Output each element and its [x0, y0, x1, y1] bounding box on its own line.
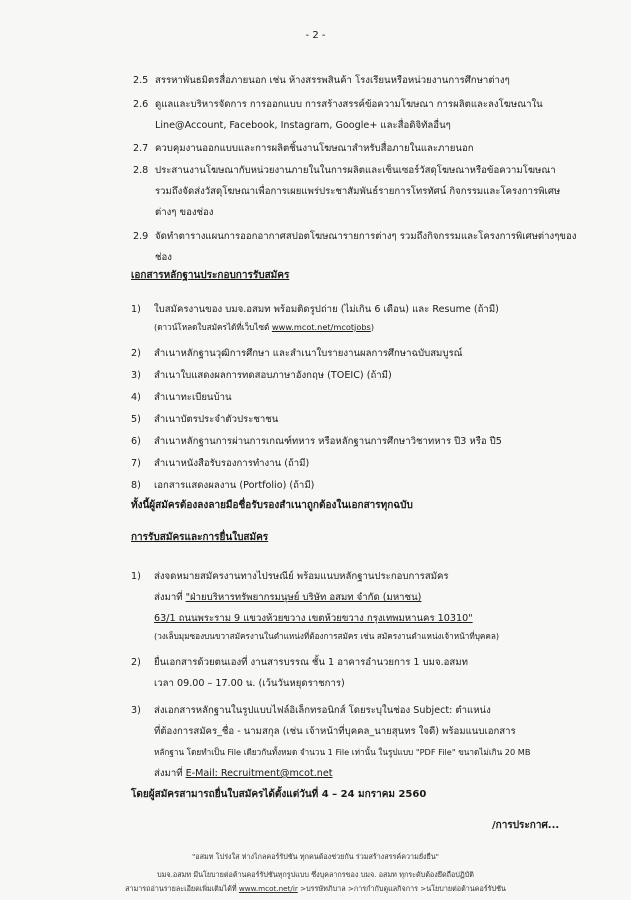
docs-certify-note: ทั้งนี้ผู้สมัครต้องลงลายมือชื่อรับรองสำเนาถูกต้องในเอกสารทุกฉบับ [131, 500, 413, 511]
footer-slogan: "อสมท โปร่งใส ห่างไกลคอร์รัปชัน ทุกคนต้องช่วยกัน ร่วมสร้างสรรค์ความยั่งยืน" [192, 852, 439, 861]
footer-more-prefix: สามารถอ่านรายละเอียดเพิ่มเติมได้ที่ [125, 884, 239, 893]
send-to-label: ส่งมาที่ [154, 592, 186, 603]
doc-text: สำเนาบัตรประจำตัวประชาชน [154, 414, 279, 425]
apply-line [154, 763, 586, 784]
apply-line: ที่ต้องการสมัคร_ชื่อ - นามสกุล (เช่น เจ้าหน้าที่บุคคล_นายสุนทร ใจดี) พร้อมแนบเอกสาร [154, 726, 516, 737]
page-number: - 2 - [305, 30, 326, 41]
doc-item [131, 453, 586, 474]
doc-number: 6) [131, 436, 141, 447]
apply-number: 2) [131, 657, 141, 668]
doc-item [131, 387, 586, 408]
doc-text: สำเนาหนังสือรับรองการทำงาน (ถ้ามี) [154, 458, 310, 469]
apply-heading: การรับสมัครและการยื่นใบสมัคร [131, 532, 269, 543]
doc-item [131, 475, 586, 496]
doc-number: 8) [131, 480, 141, 491]
doc-item [131, 343, 586, 364]
doc-note-prefix: (ดาวน์โหลดใบสมัครได้ที่เว็บไซต์ [154, 322, 272, 332]
duty-line: สรรหาพันธมิตรสื่อภายนอก เช่น ห้างสรรพสินค้า โรงเรียนหรือหน่วยงานการศึกษาต่างๆ [155, 75, 510, 86]
continued-marker: /การประกาศ... [492, 820, 560, 831]
doc-note [154, 320, 586, 334]
apply-number: 1) [131, 571, 141, 582]
apply-line: ยื่นเอกสารด้วยตนเองที่ งานสารบรรณ ชั้น 1 อาคารอำนวยการ 1 บมจ.อสมท [154, 657, 468, 668]
send-to-label: ส่งมาที่ [154, 768, 186, 779]
duty-line: จัดทำตารางแผนการออกอากาศสปอตโฆษณารายการต่างๆ รวมถึงกิจกรรมและโครงการพิเศษต่างๆของช่อง [155, 231, 577, 263]
duty-item [133, 226, 583, 268]
duty-number: 2.7 [133, 143, 149, 154]
apply-date-note: โดยผู้สมัครสามารถยื่นใบสมัครได้ตั้งแต่วันที่ 4 – 24 มกราคม 2560 [131, 789, 427, 800]
doc-item [131, 365, 586, 386]
apply-line: หลักฐาน โดยทำเป็น File เดียวกันทั้งหมด จำนวน 1 File เท่านั้น ในรูปแบบ "PDF File" ขนาดไม่เกิน 20 MB [154, 747, 531, 757]
apply-line: ส่งเอกสารหลักฐานในรูปแบบไฟล์อิเล็กทรอนิกส์ โดยระบุในช่อง Subject: ตำแหน่ง [154, 705, 491, 716]
duty-line: ดูแลและบริหารจัดการ การออกแบบ การสร้างสรรค์ข้อความโฆษณา การผลิตและลงโฆษณาใน [155, 99, 543, 110]
apply-line: ส่งจดหมายสมัครงานทางไปรษณีย์ พร้อมแนบหลักฐานประกอบการสมัคร [154, 571, 449, 582]
apply-item-mail [131, 566, 586, 643]
doc-text: สำเนาทะเบียนบ้าน [154, 392, 232, 403]
footer-more [0, 884, 631, 895]
duty-item [133, 160, 583, 223]
doc-number: 5) [131, 414, 141, 425]
doc-note-suffix: ) [370, 322, 375, 332]
docs-heading: เอกสารหลักฐานประกอบการรับสมัคร [131, 270, 290, 281]
duty-line: Line@Account, Facebook, Instagram, Google+ และสื่อดิจิทัลอื่นๆ [155, 120, 451, 131]
duty-item [133, 138, 583, 159]
apply-item-walkin [131, 652, 586, 694]
duty-number: 2.6 [133, 99, 149, 110]
apply-item-email [131, 700, 586, 784]
footer-policy: บมจ.อสมท มีนโยบายต่อต้านคอร์รัปชันทุกรูปแบบ ซึ่งบุคลากรของ บมจ. อสมท ทุกระดับต้องยึดถือปฏิบัติ [157, 870, 474, 879]
doc-text: เอกสารแสดงผลงาน (Portfolio) (ถ้ามี) [154, 480, 315, 491]
doc-text: สำเนาหลักฐานการผ่านการเกณฑ์ทหาร หรือหลักฐานการศึกษาวิชาทหาร ปี3 หรือ ปี5 [154, 436, 502, 447]
doc-item [131, 409, 586, 430]
doc-number: 4) [131, 392, 141, 403]
footer-more-suffix: >บรรษัทภิบาล >การกำกับดูแลกิจการ >นโยบายต่อต้านคอร์รัปชัน [297, 884, 506, 893]
apply-line: เวลา 09.00 – 17.00 น. (เว้นวันหยุดราชการ) [154, 678, 345, 689]
duty-number: 2.5 [133, 75, 149, 86]
mcotjobs-link[interactable]: www.mcot.net/mcotjobs [271, 322, 371, 332]
doc-number: 2) [131, 348, 141, 359]
ir-link[interactable]: www.mcot.net/ir [238, 884, 298, 893]
hr-address-line: "ฝ่ายบริหารทรัพยากรมนุษย์ บริษัท อสมท จำกัด (มหาชน) [185, 592, 422, 603]
doc-number: 7) [131, 458, 141, 469]
doc-text: สำเนาใบแสดงผลการทดสอบภาษาอังกฤษ (TOEIC) (ถ้ามี) [154, 370, 392, 381]
hr-address-street: 63/1 ถนนพระราม 9 แขวงห้วยขวาง เขตห้วยขวาง กรุงเทพมหานคร 10310" [154, 613, 473, 624]
doc-text: ใบสมัครงานของ บมจ.อสมท พร้อมติดรูปถ่าย (ไม่เกิน 6 เดือน) และ Resume (ถ้ามี) [154, 304, 499, 315]
duty-line: ควบคุมงานออกแบบและการผลิตชิ้นงานโฆษณาสำหรับสื่อภายในและภายนอก [155, 143, 474, 154]
duty-line: รวมถึงจัดส่งวัสดุโฆษณาเพื่อการเผยแพร่ประชาสัมพันธ์รายการโทรทัศน์ กิจกรรมและโครงการพิเศษ [155, 186, 561, 197]
apply-line [154, 587, 586, 608]
recruitment-email-link[interactable]: E-Mail: Recruitment@mcot.net [185, 768, 333, 779]
doc-item [131, 299, 586, 334]
doc-item [131, 431, 586, 452]
duty-item [133, 94, 583, 136]
apply-number: 3) [131, 705, 141, 716]
envelope-note: (วงเล็บมุมซองบนขวาสมัครงานในตำแหน่งที่ต้องการสมัคร เช่น สมัครงานตำแหน่งเจ้าหน้าที่บุคคล) [154, 631, 500, 641]
doc-number: 3) [131, 370, 141, 381]
duty-line: ประสานงานโฆษณากับหน่วยงานภายในในการผลิตและเซ็นเซอร์วัสดุโฆษณาหรือข้อความโฆษณา [155, 165, 556, 176]
doc-text: สำเนาหลักฐานวุฒิการศึกษา และสำเนาใบรายงานผลการศึกษาฉบับสมบูรณ์ [154, 348, 463, 359]
duty-number: 2.8 [133, 165, 149, 176]
duty-number: 2.9 [133, 231, 149, 242]
duty-item [133, 70, 583, 91]
duty-line: ต่างๆ ของช่อง [155, 207, 214, 218]
doc-number: 1) [131, 304, 141, 315]
